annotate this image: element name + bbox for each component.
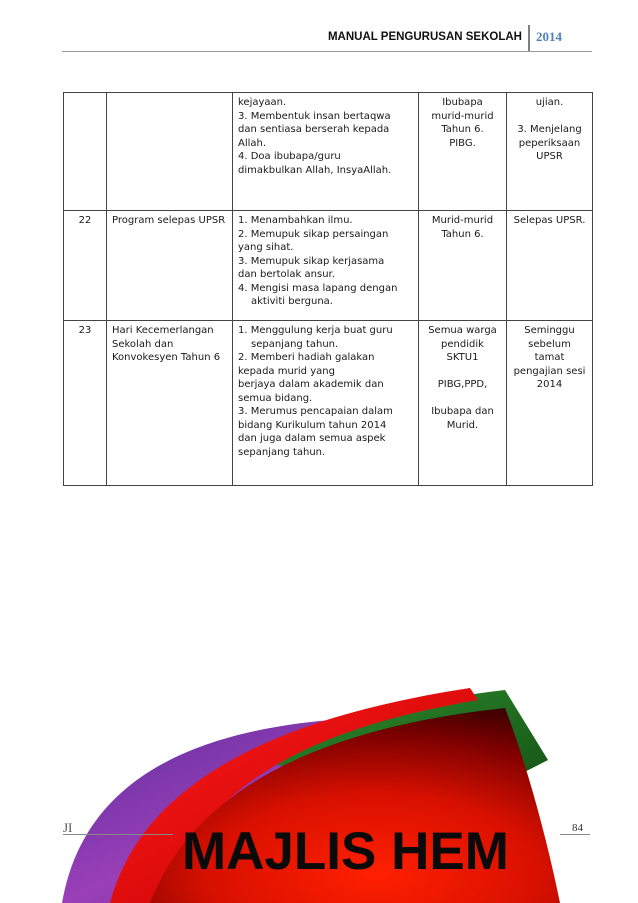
objective-line: 2. Memupuk sikap persaingan	[238, 228, 389, 240]
time-line: Selepas UPSR.	[513, 215, 586, 226]
objective-line: 1. Menggulung kerja buat guru	[238, 325, 393, 336]
audience-line: Murid-murid	[431, 215, 494, 226]
time-line: 2014	[536, 379, 563, 390]
objective-line: dimakbulkan Allah, InsyaAllah.	[238, 164, 392, 176]
cell-program: Hari Kecemerlangan Sekolah dan Konvokesyen Tahun 6	[107, 321, 233, 486]
cell-number: 22	[64, 211, 107, 321]
audience-line: PIBG,PPD,	[437, 379, 488, 390]
time-line: sebelum	[528, 338, 571, 350]
footer-rule-left	[63, 834, 173, 835]
objective-line: dan bertolak ansur.	[238, 269, 335, 280]
objective-line: dan sentiasa berserah kepada	[238, 124, 390, 135]
time-line: tamat	[534, 352, 565, 363]
header-title: MANUAL PENGURUSAN SEKOLAH	[327, 31, 522, 43]
objective-line: yang sihat.	[238, 242, 294, 253]
time-line: pengajian sesi	[513, 365, 586, 377]
objective-line: 3. Merumus pencapaian dalam	[238, 406, 393, 417]
header-year: 2014	[536, 29, 562, 44]
objective-line: semua bidang.	[238, 392, 313, 404]
time-line: Seminggu	[524, 325, 575, 336]
page-number: 84	[572, 822, 583, 834]
objective-line: aktiviti berguna.	[251, 296, 333, 307]
audience-line: Murid.	[446, 419, 479, 431]
footer-left-text: JI	[63, 820, 73, 835]
time-line: 3. Menjelang	[517, 124, 582, 135]
objective-line: Allah.	[238, 137, 267, 149]
objective-line: 3. Membentuk insan bertaqwa	[238, 110, 391, 122]
objective-line: kepada murid yang	[238, 365, 335, 377]
audience-line: pendidik	[441, 338, 484, 350]
audience-line: Ibubapa	[442, 97, 483, 108]
objective-line: sepanjang tahun.	[251, 338, 339, 350]
objective-line: sepanjang tahun.	[238, 446, 326, 458]
audience-line: Tahun 6.	[441, 124, 484, 135]
time-line: ujian.	[535, 97, 564, 108]
objective-line: dan juga dalam semua aspek	[238, 433, 386, 444]
objective-line: berjaya dalam akademik dan	[238, 379, 384, 390]
objective-line: 3. Memupuk sikap kerjasama	[238, 255, 385, 267]
cell-number: 23	[64, 321, 107, 486]
audience-line: PIBG.	[449, 137, 476, 149]
audience-line: Ibubapa dan	[431, 406, 494, 417]
cell-program: Program selepas UPSR	[107, 211, 233, 321]
objective-line: 1. Menambahkan ilmu.	[238, 215, 353, 226]
audience-line: Tahun 6.	[441, 228, 484, 240]
objective-line: 2. Memberi hadiah galakan	[238, 352, 375, 363]
audience-line: SKTU1	[446, 352, 479, 363]
time-line: peperiksaan	[518, 137, 581, 149]
objective-line: 4. Doa ibubapa/guru	[238, 151, 341, 162]
footer-rule-right	[560, 834, 590, 835]
objective-line: bidang Kurikulum tahun 2014	[238, 419, 387, 431]
objective-line: 4. Mengisi masa lapang dengan	[238, 282, 398, 294]
audience-line: murid-murid	[431, 110, 494, 122]
time-line: UPSR	[536, 151, 563, 162]
footer-banner-title: MAJLIS HEM	[182, 822, 509, 881]
objective-line: kejayaan.	[238, 97, 287, 108]
audience-line: Semua warga	[428, 325, 497, 336]
